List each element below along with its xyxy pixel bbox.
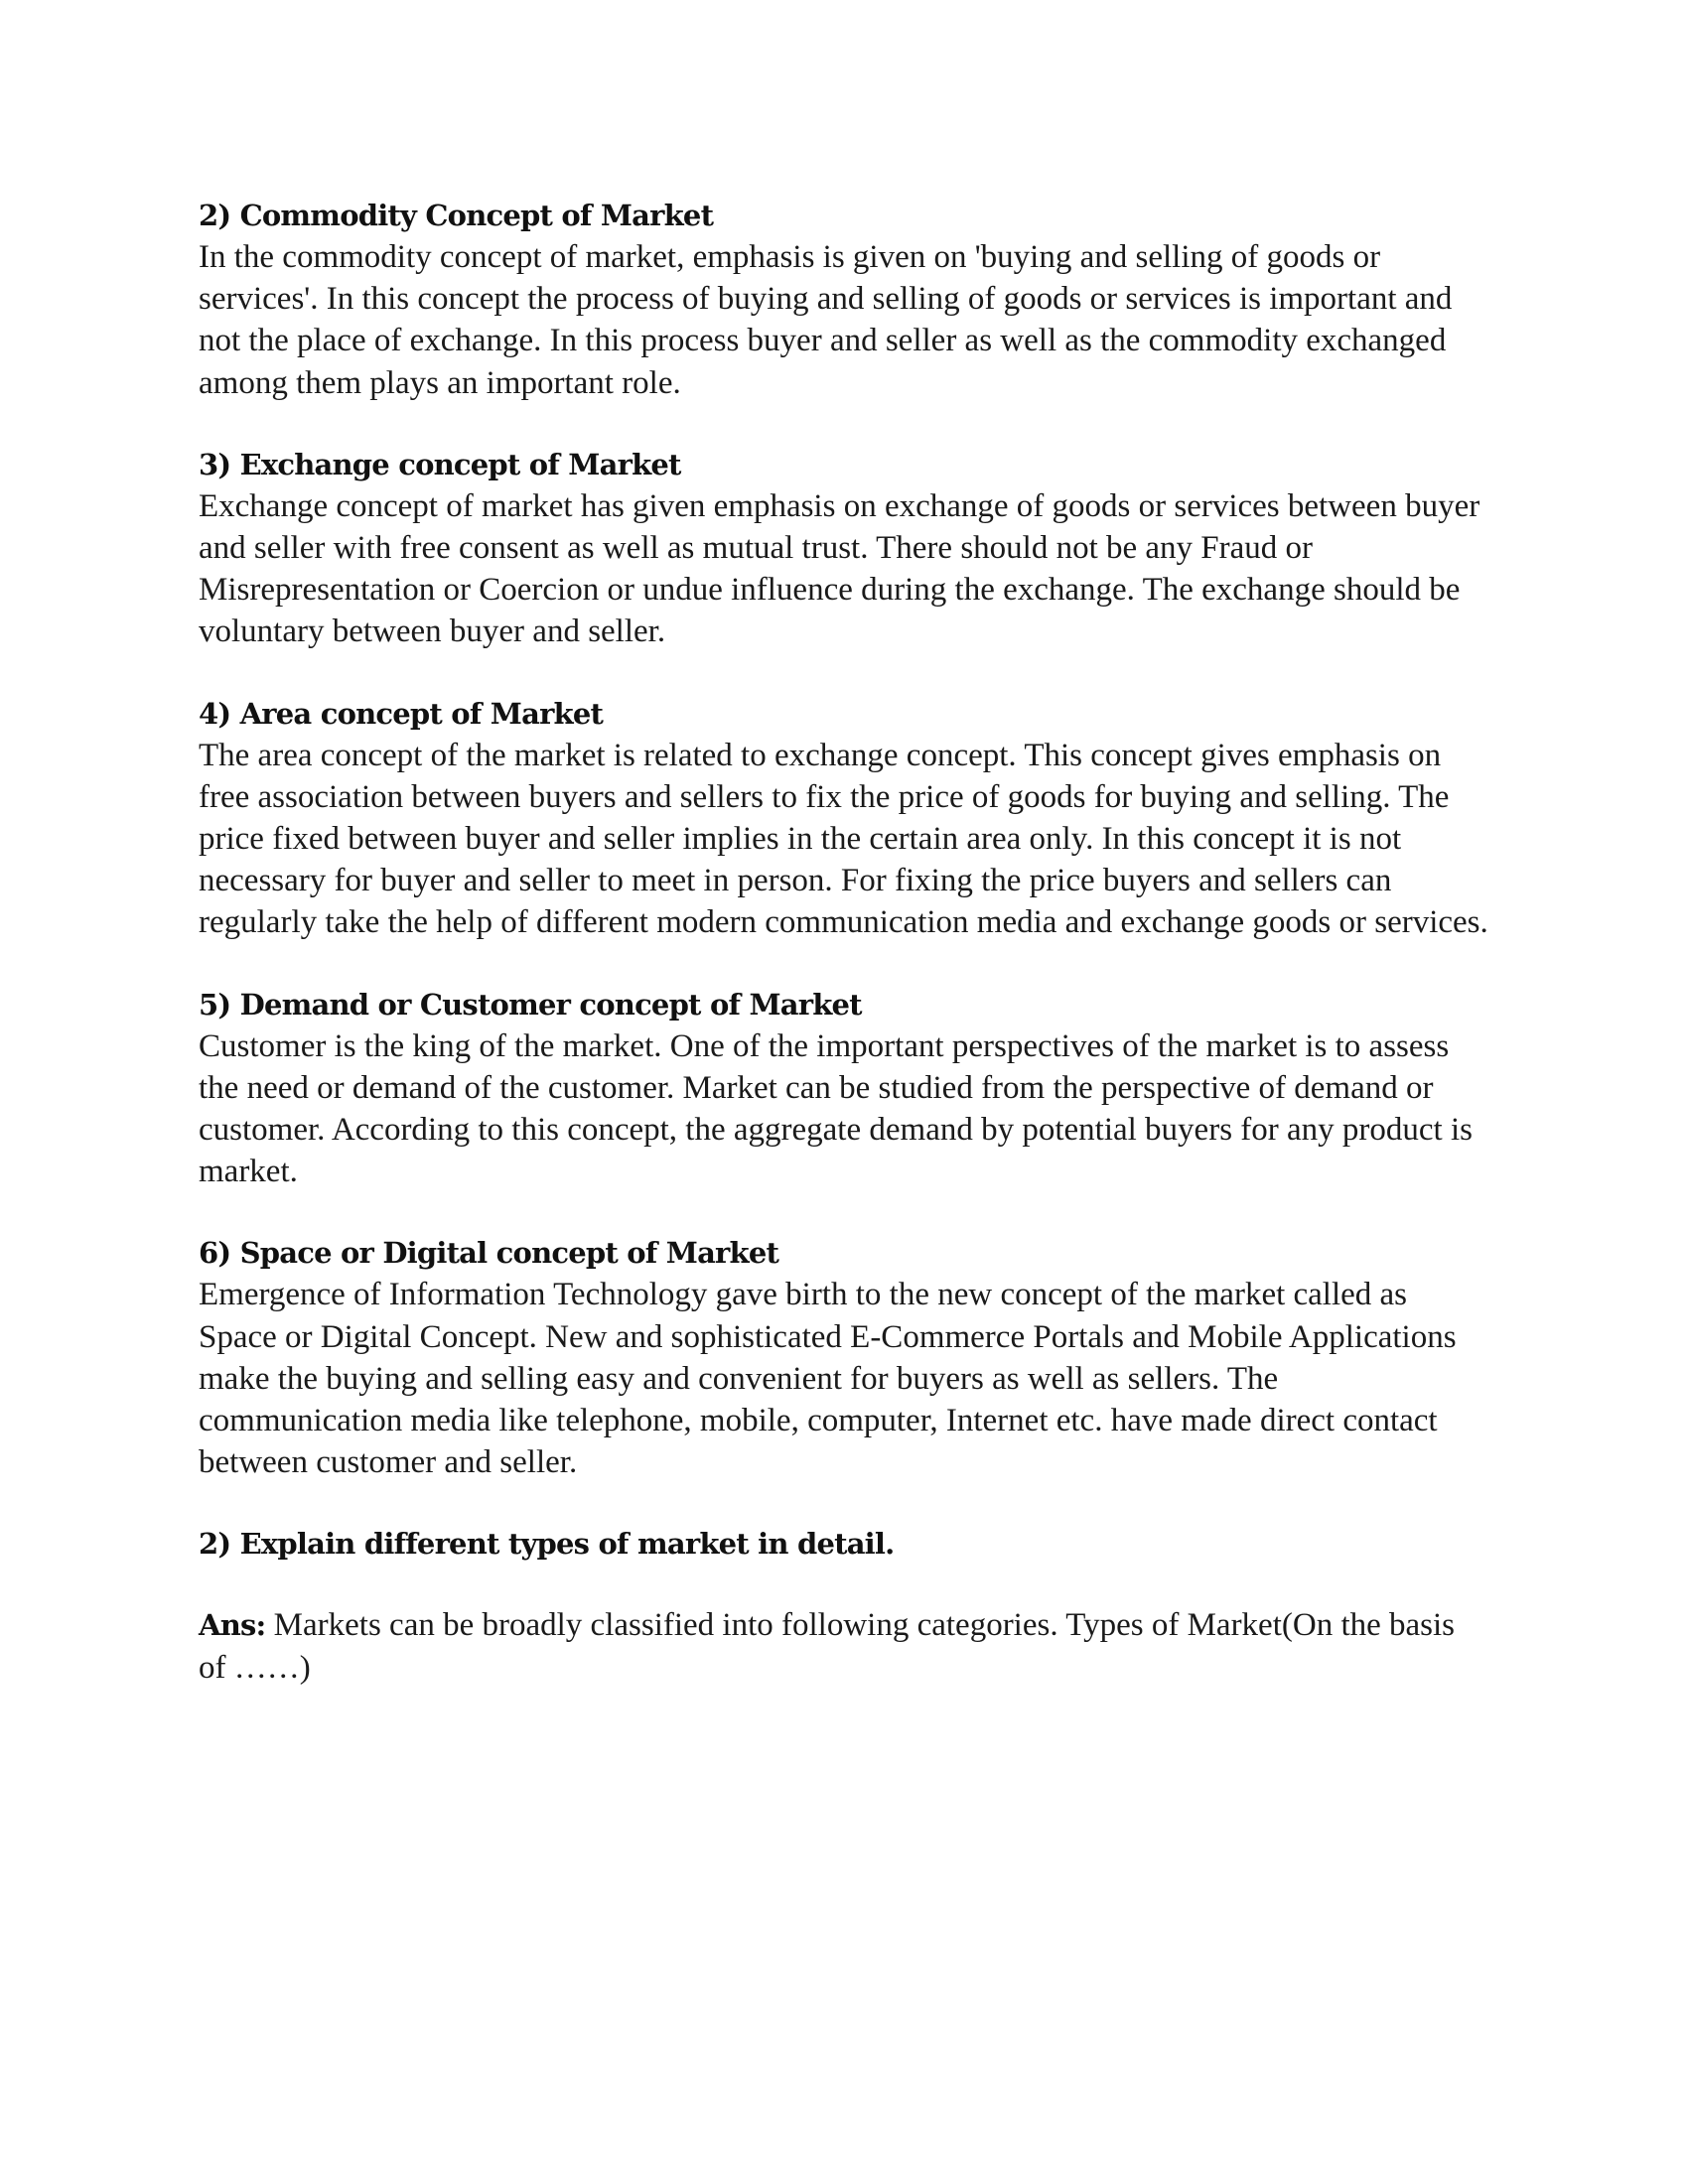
answer-paragraph (199, 1604, 1489, 1688)
section-commodity-concept (199, 195, 1489, 404)
section-body: The area concept of the market is related to exchange concept. This concept gives emphasis on free association between buyers and sellers to fix the price of goods for buying and selling. The price fixed between buyer and seller implies in the certain area only. In this concept it is not necessary for buyer and seller to meet in person. For fixing the price buyers and sellers can regularly take the help of different modern communication media and exchange goods or services. (199, 737, 1488, 941)
section-demand-concept (199, 984, 1489, 1193)
section-heading: 5) Demand or Customer concept of Market (199, 987, 862, 1022)
section-heading: 2) Commodity Concept of Market (199, 199, 714, 232)
section-body: Exchange concept of market has given emphasis on exchange of goods or services between buyer and seller with free consent as well as mutual trust. There should not be any Fraud or Misrepresentation or Coercion or undue influence during the exchange. The exchange should be voluntary between buyer and seller. (199, 487, 1480, 650)
section-body: In the commodity concept of market, emphasis is given on 'buying and selling of goods or services'. In this concept the process of buying and selling of goods or services is important and not the place of exchange. In this process buyer and seller as well as the commodity exchanged among them plays an important role. (199, 239, 1453, 401)
section-heading: 6) Space or Digital concept of Market (199, 1236, 779, 1271)
question-heading: 2) Explain different types of market in detail. (199, 1527, 895, 1562)
section-area-concept (199, 693, 1489, 944)
section-body: Emergence of Information Technology gave birth to the new concept of the market called as Space or Digital Concept. New and sophisticated E-Commerce Portals and Mobile Applications make the buying and selling easy and convenient for buyers as well as sellers. The communication media like telephone, mobile, computer, Internet etc. have made direct contact between customer and seller. (199, 1277, 1457, 1481)
section-heading: 3) Exchange concept of Market (199, 447, 681, 481)
document-page (199, 195, 1489, 1689)
answer-text: Markets can be broadly classified into following categories. Types of Market(On the basis of ……) (199, 1607, 1456, 1686)
section-body: Customer is the king of the market. One of the important perspectives of the market is to assess the need or demand of the customer. Market can be studied from the perspective of demand or customer. According to this concept, the aggregate demand by potential buyers for any product is market. (199, 1027, 1473, 1190)
section-digital-concept (199, 1232, 1489, 1483)
section-exchange-concept (199, 444, 1489, 653)
section-heading: 4) Area concept of Market (199, 696, 604, 731)
answer-label: Ans: (199, 1608, 266, 1643)
